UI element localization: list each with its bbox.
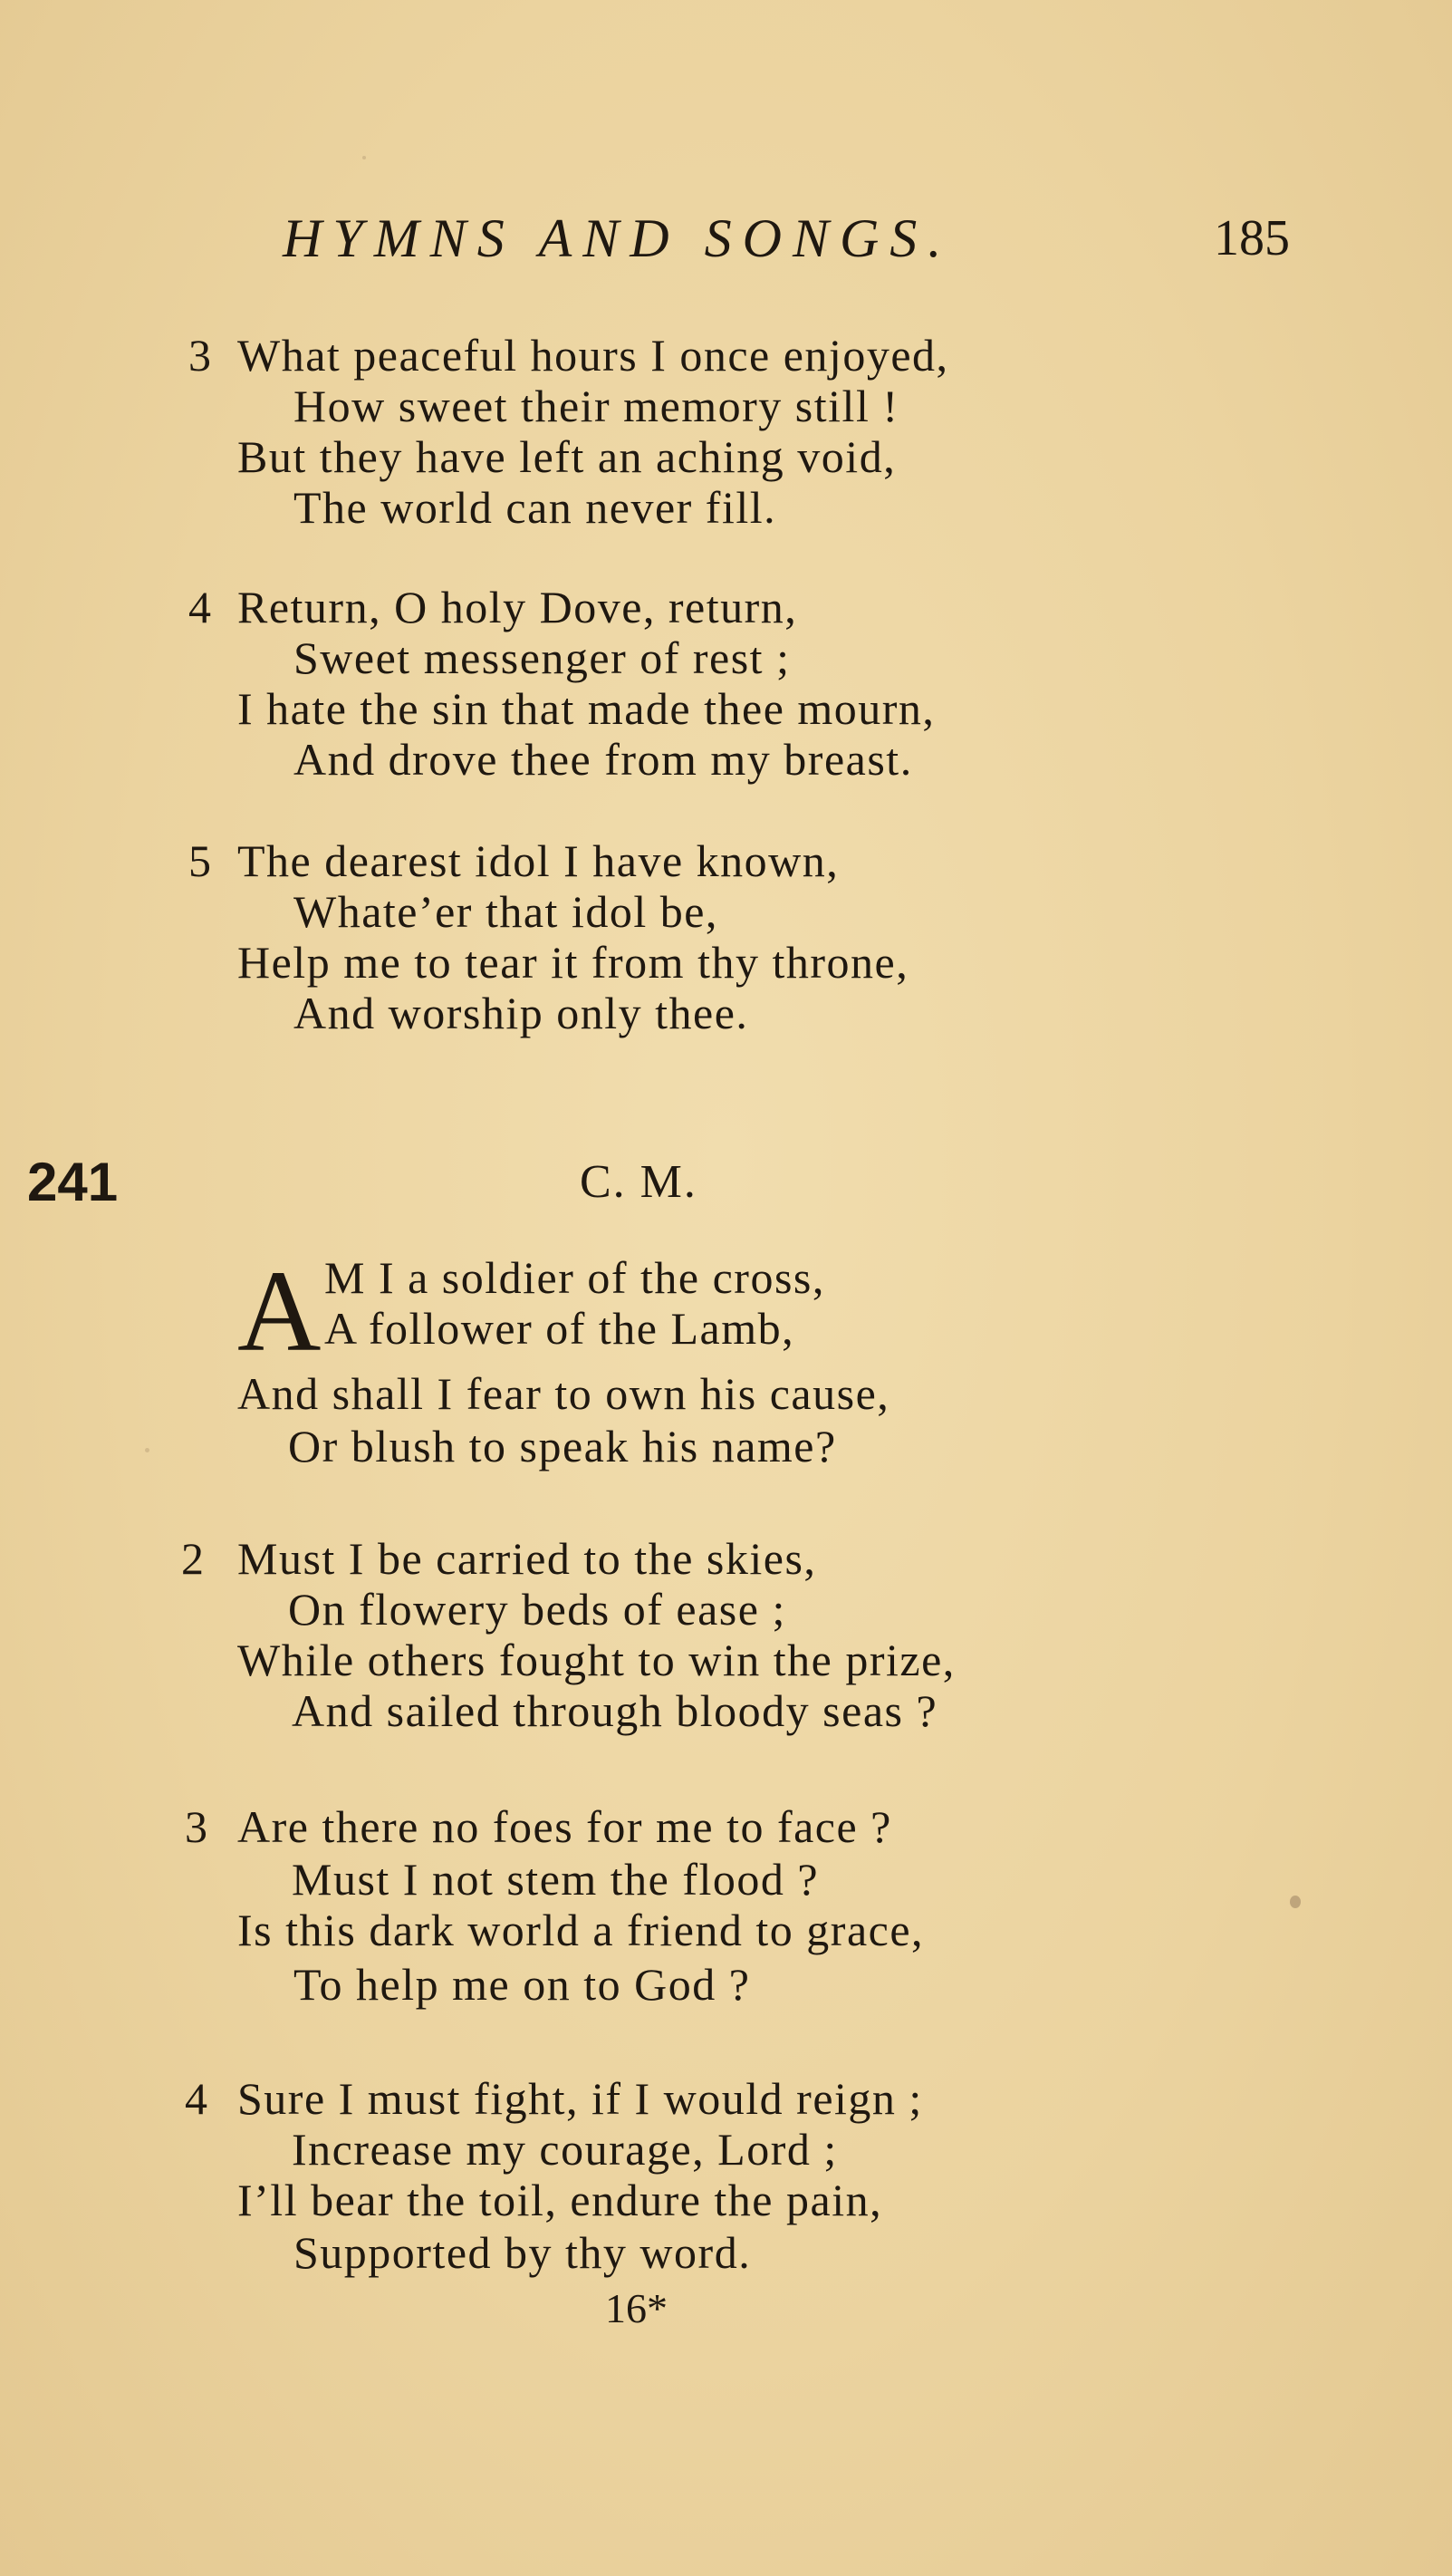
- stanza-line: And worship only thee.: [293, 988, 749, 1038]
- stanza-line: Are there no foes for me to face ?: [237, 1801, 892, 1852]
- stanza-line: Increase my courage, Lord ;: [292, 2124, 838, 2175]
- stanza-line: Return, O holy Dove, return,: [237, 582, 798, 632]
- stanza-number: 3: [188, 330, 211, 381]
- stanza-line: And shall I fear to own his cause,: [237, 1368, 890, 1419]
- stanza-line: While others fought to win the prize,: [237, 1635, 956, 1685]
- stanza-line: The world can never fill.: [293, 482, 777, 533]
- stanza-number: 5: [188, 835, 211, 886]
- paper-spot: [362, 156, 366, 159]
- paper-spot: [1290, 1896, 1301, 1908]
- stanza-number: 4: [188, 582, 211, 632]
- stanza-line: Sure I must fight, if I would reign ;: [237, 2073, 923, 2124]
- hymn-number: 241: [27, 1152, 119, 1212]
- signature-mark: 16*: [605, 2285, 668, 2331]
- stanza-line: How sweet their memory still !: [293, 381, 899, 431]
- stanza-line: Help me to tear it from thy throne,: [237, 937, 909, 988]
- stanza-line: I’ll bear the toil, endure the pain,: [237, 2175, 883, 2225]
- stanza-line: But they have left an aching void,: [237, 431, 897, 482]
- stanza-line: Must I be carried to the skies,: [237, 1533, 817, 1584]
- stanza-line: I hate the sin that made thee mourn,: [237, 683, 936, 734]
- stanza-number: 2: [181, 1533, 204, 1584]
- stanza-line: On flowery beds of ease ;: [288, 1584, 786, 1635]
- running-title: HYMNS AND SONGS.: [283, 208, 953, 268]
- stanza-line: Or blush to speak his name?: [288, 1421, 837, 1471]
- drop-cap: A: [237, 1247, 322, 1375]
- stanza-line: Is this dark world a friend to grace,: [237, 1905, 925, 1955]
- stanza-line: Supported by thy word.: [293, 2227, 752, 2278]
- paper-spot: [145, 1448, 149, 1452]
- stanza-number: 4: [185, 2073, 207, 2124]
- stanza-number: 3: [185, 1801, 207, 1852]
- stanza-line: Sweet messenger of rest ;: [293, 632, 791, 683]
- stanza-line: What peaceful hours I once enjoyed,: [237, 330, 949, 381]
- page-number: 185: [1214, 210, 1290, 266]
- stanza-line: Whate’er that idol be,: [293, 886, 718, 937]
- stanza-line: And drove thee from my breast.: [293, 734, 913, 785]
- hymn-meter: C. M.: [580, 1156, 697, 1208]
- stanza-line: A follower of the Lamb,: [324, 1303, 795, 1354]
- stanza-line: The dearest idol I have known,: [237, 835, 840, 886]
- stanza-line: And sailed through bloody seas ?: [292, 1685, 938, 1736]
- stanza-line: Must I not stem the flood ?: [292, 1854, 820, 1905]
- stanza-line: To help me on to God ?: [293, 1959, 751, 2010]
- stanza-line: M I a soldier of the cross,: [324, 1252, 825, 1303]
